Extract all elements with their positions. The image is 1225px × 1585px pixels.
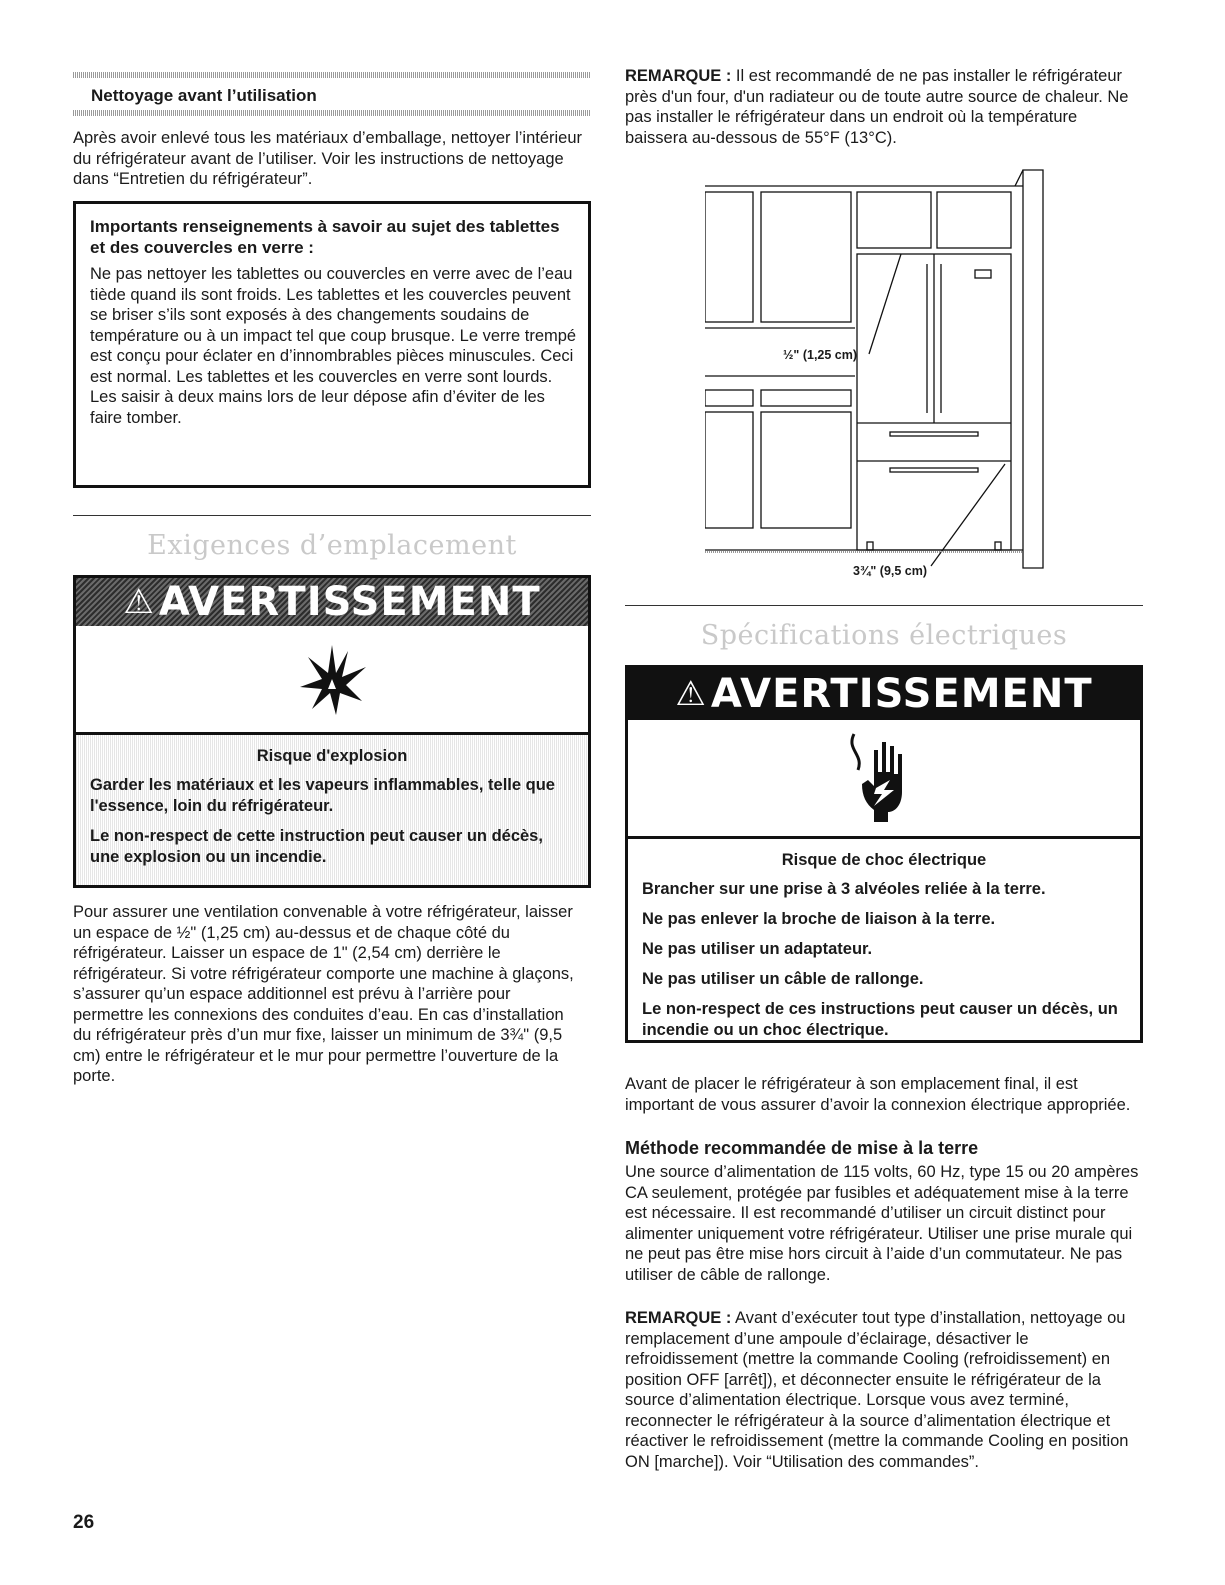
explosion-icon <box>292 639 372 719</box>
warning-line: Garder les matériaux et les vapeurs inflammables, telle que l'essence, loin du réfrigérateur. <box>90 776 555 815</box>
explosion-warning-box <box>73 575 591 888</box>
glass-info-title: Importants renseignements à savoir au sujet des tablettes et des couvercles en verre : <box>90 217 560 257</box>
warning-text-area <box>628 839 1140 1041</box>
ventilation-text: Pour assurer une ventilation convenable à votre réfrigérateur, laisser un espace de ½" (1,25 cm) au-dessus et de chaque côté du réfrigérateur. Laisser un espace de 1" (2,54 cm) derrière le réfrigérateur. Si votre réfrigérateur comporte une machine à glaçons, s’assurer qu’un espace additionnel est prévu à l’arrière pour permettre les connexions des conduites d’eau. En cas d’installation du réfrigérateur près d’un mur fixe, laisser un minimum de 3¾" (9,5 cm) entre le réfrigérateur et le mur pour permettre l’ouverture de la porte. <box>73 903 574 1085</box>
explosion-risk-title: Risque d'explosion <box>256 747 408 765</box>
warning-line: Ne pas utiliser un câble de rallonge. <box>642 970 924 988</box>
remark-text: Il est recommandé de ne pas installer le réfrigérateur près d'un four, d'un radiateur ou de toute autre source de chaleur. Ne pas installer le réfrigérateur dans un endroit où la température baissera au-dessous de 55°F (13°C). <box>625 67 1129 147</box>
grounding-heading: Méthode recommandée de mise à la terre <box>625 1138 979 1158</box>
side-clearance-label: 3¾" (9,5 cm) <box>853 564 928 578</box>
warning-line: Brancher sur une prise à 3 alvéoles reliée à la terre. <box>642 880 1046 898</box>
divider-rule <box>73 515 591 516</box>
warning-line: Le non-respect de cette instruction peut causer un décès, une explosion ou un incendie. <box>90 827 543 866</box>
glass-info-text: Ne pas nettoyer les tablettes ou couvercles en verre avec de l’eau tiède quand ils sont froids. Les tablettes et les couvercles peuvent se briser s’ils sont exposés à des changements soudains de température ou à un impact tel que coup brusque. Le verre trempé est conçu pour éclater en d’innombrables pièces minuscules. Ceci est normal. Les tablettes et les couvercles en verre sont lourds. Les saisir à deux mains lors de leur dépose afin d’éviter de les faire tomber. <box>90 265 577 427</box>
divider-rule <box>625 605 1143 606</box>
section-divider-hatched <box>73 72 591 78</box>
warning-text-area <box>76 735 588 885</box>
cleaning-text: Après avoir enlevé tous les matériaux d’emballage, nettoyer l’intérieur du réfrigérateur avant de l’utiliser. Voir les instructions de nettoyage dans “Entretien du réfrigérateur”. <box>73 129 583 188</box>
refrigerator-cabinet-drawing <box>705 168 1065 580</box>
glass-shelves-info-box <box>73 201 591 488</box>
refrigerator-clearance-diagram <box>705 168 1065 580</box>
explosion-icon-area <box>76 626 588 735</box>
warning-banner-text: AVERTISSEMENT <box>158 579 541 625</box>
remark-heat-source <box>625 66 1140 148</box>
remark-power-off <box>625 1308 1143 1472</box>
shock-risk-title: Risque de choc électrique <box>781 851 987 869</box>
remark-label: REMARQUE : <box>625 67 732 85</box>
cleaning-heading: Nettoyage avant l’utilisation <box>91 86 317 105</box>
warning-banner <box>76 578 588 626</box>
warning-line: Ne pas utiliser un adaptateur. <box>642 940 873 958</box>
shock-icon-area <box>628 720 1140 839</box>
warning-triangle-icon: ⚠ <box>675 674 707 714</box>
warning-line: Le non-respect de ces instructions peut causer un décès, un incendie ou un choc électrique. <box>642 1000 1118 1039</box>
grounding-text: Une source d’alimentation de 115 volts, 60 Hz, type 15 ou 20 ampères CA seulement, protégée par fusibles et adéquatement mise à la terre est nécessaire. Il est recommandé d’utiliser un circuit distinct pour alimenter uniquement votre réfrigérateur. Utiliser une prise murale qui ne peut pas être mise hors circuit à l’aide d’un commutateur. Ne pas utiliser de câble de rallonge. <box>625 1163 1139 1284</box>
placement-text: Avant de placer le réfrigérateur à son emplacement final, il est important de vous assurer d’avoir la connexion électrique appropriée. <box>625 1075 1131 1114</box>
electric-shock-icon <box>844 730 924 826</box>
remark-text: Avant d’exécuter tout type d’installation, nettoyage ou remplacement d’une ampoule d’éclairage, désactiver le refroidissement (mettre la commande Cooling (refroidissement) en position OFF [arrêt]), et déconnecter ensuite le réfrigérateur de la source d’alimentation électrique. Lorsque vous avez terminé, reconnecter le réfrigérateur à la source d’alimentation électrique et réactiver le refroidissement (mettre la commande Cooling en position ON [marche]). Voir “Utilisation des commandes”. <box>625 1309 1129 1471</box>
location-requirements-title: Exigences d’emplacement <box>147 530 517 561</box>
warning-banner-text: AVERTISSEMENT <box>710 671 1093 717</box>
electrical-specs-title: Spécifications électriques <box>700 620 1068 651</box>
warning-line: Ne pas enlever la broche de liaison à la terre. <box>642 910 996 928</box>
warning-triangle-icon: ⚠ <box>123 582 155 622</box>
section-divider-hatched <box>73 110 591 116</box>
warning-banner <box>628 668 1140 720</box>
page-number: 26 <box>73 1512 95 1533</box>
electrical-warning-box <box>625 665 1143 1043</box>
remark-label: REMARQUE : <box>625 1309 732 1327</box>
top-clearance-label: ½" (1,25 cm) <box>783 348 858 362</box>
